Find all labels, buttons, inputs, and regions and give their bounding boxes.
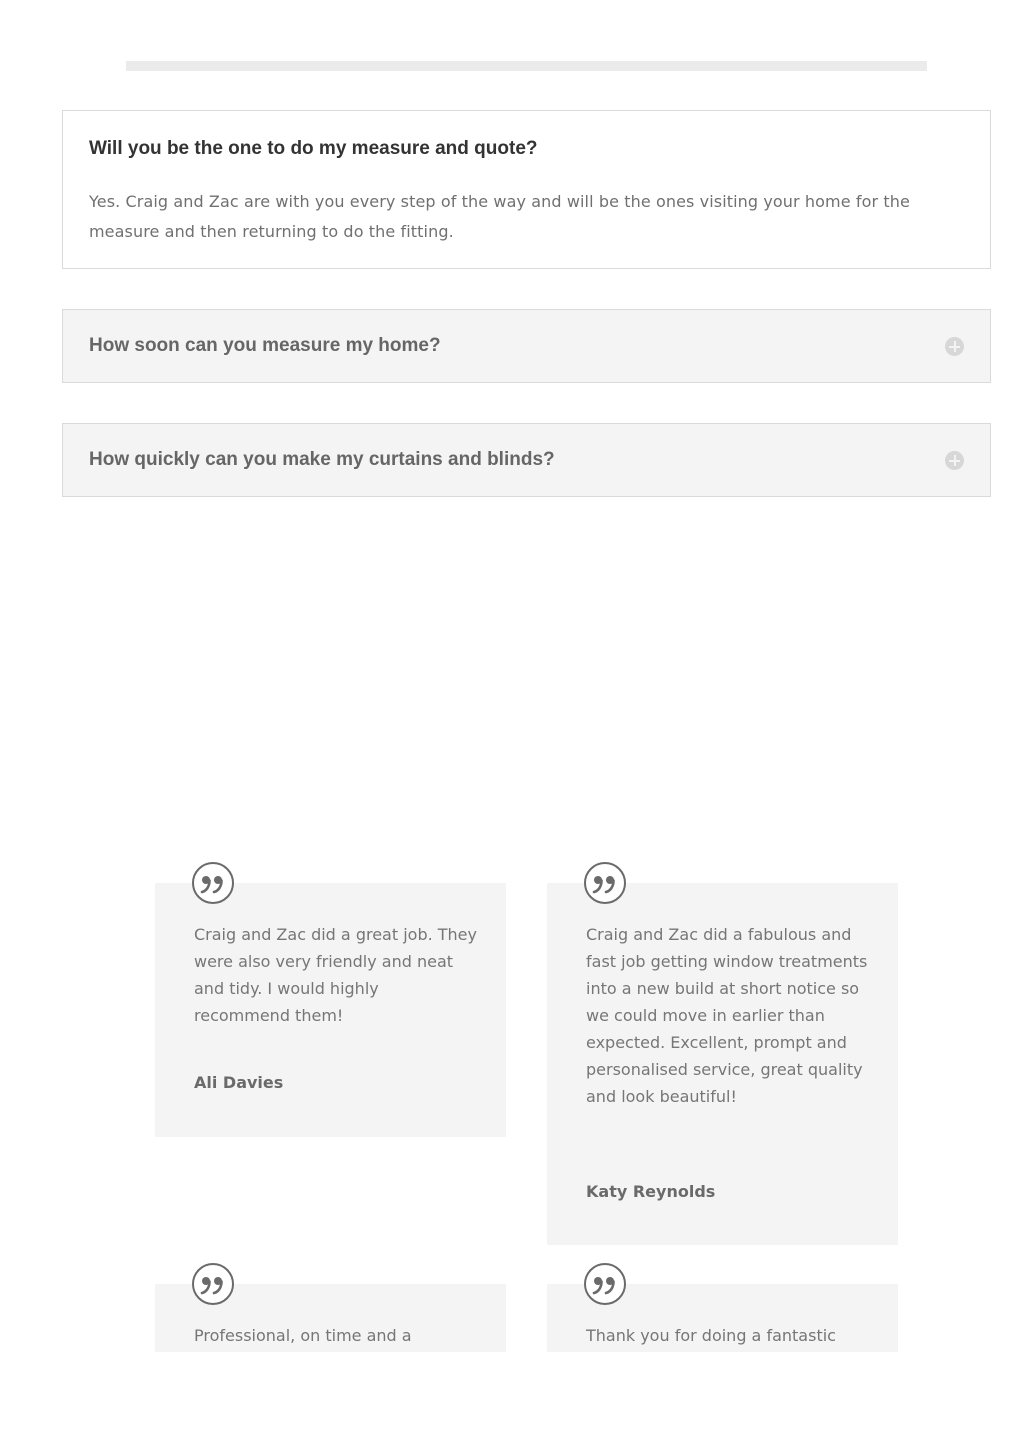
top-divider-bar [126, 61, 927, 71]
quote-icon [584, 1263, 626, 1305]
testimonial-text: Craig and Zac did a great job. They were also very friendly and neat and tidy. I would highly recommend them! [194, 925, 477, 1025]
faq-item-measure-and-quote [62, 110, 991, 269]
plus-circle-icon[interactable] [945, 451, 964, 470]
testimonial-text: Professional, on time and a [194, 1326, 412, 1345]
plus-circle-icon[interactable] [945, 337, 964, 356]
testimonial-author: Ali Davies [194, 1073, 284, 1092]
testimonial-card [155, 883, 506, 1137]
testimonial-text: Thank you for doing a fantastic [586, 1326, 836, 1345]
quote-icon [584, 862, 626, 904]
faq-answer: Yes. Craig and Zac are with you every step of the way and will be the ones visiting your home for the measure and then returning to do the fitting. [89, 192, 910, 241]
faq-item-measure-home[interactable] [62, 309, 991, 383]
quote-icon [192, 1263, 234, 1305]
faq-question[interactable]: How soon can you measure my home? [89, 335, 441, 356]
testimonial-author: Katy Reynolds [586, 1182, 716, 1201]
testimonial-card [547, 883, 898, 1245]
faq-question[interactable]: How quickly can you make my curtains and blinds? [89, 449, 555, 470]
faq-item-make-curtains[interactable] [62, 423, 991, 497]
testimonial-text: Craig and Zac did a fabulous and fast job getting window treatments into a new build at short notice so we could move in earlier than expected. Excellent, prompt and personalised service, great quality and look beautiful! [586, 925, 868, 1106]
faq-question[interactable]: Will you be the one to do my measure and quote? [89, 138, 538, 159]
quote-icon [192, 862, 234, 904]
